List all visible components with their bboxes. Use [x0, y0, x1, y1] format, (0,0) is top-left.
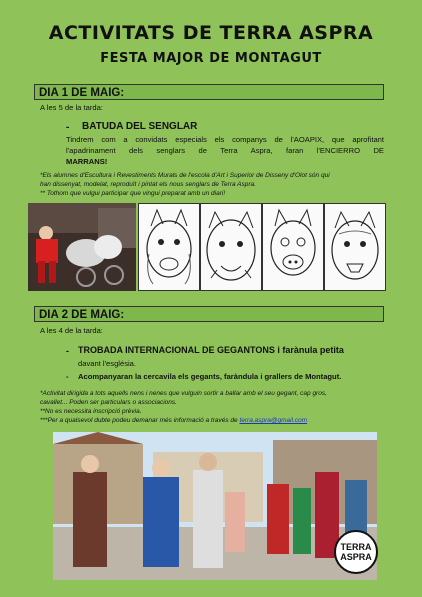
day2-bullet1: - [66, 346, 69, 356]
contact-email-link[interactable]: terra.aspra@gmail.com [239, 417, 308, 424]
day1-bullet: - [66, 122, 70, 133]
day2-time: A les 4 de la tarda: [40, 326, 103, 335]
boar-sketch-3 [262, 203, 324, 291]
day2-item1-line2: davant l'església. [78, 359, 137, 368]
day1-description-line2: l'apadrinament dels senglars de Terra Aspra, faran l'ENCIERRO DE [66, 146, 384, 155]
day1-note2: ** Tothom que vulgui participar que vingui preparat amb un diari! [40, 190, 226, 197]
page-subtitle: FESTA MAJOR DE MONTAGUT [100, 51, 322, 66]
boar-run-photo [28, 203, 136, 291]
page-title: ACTIVITATS DE TERRA ASPRA [48, 22, 374, 44]
day2-note3 [40, 416, 307, 425]
giants-parade-photo [53, 432, 377, 580]
boar-sketch-2 [200, 203, 262, 291]
day2-item1-line1: TROBADA INTERNACIONAL DE GEGANTONS i farànula petita [78, 345, 344, 355]
day2-item2: Acompanyaran la cercavila els gegants, faràndula i grallers de Montagut. [78, 372, 342, 381]
day1-activity-title: BATUDA DEL SENGLAR [82, 121, 198, 132]
boar-sketch-1 [138, 203, 200, 291]
day1-description-line1: Tindrem com a convidats especials els companys de l'AOAPIX, que aprofitant [66, 135, 384, 144]
boar-sketch-4 [324, 203, 386, 291]
day2-note3-prefix: ***Per a qualsevol dubte podeu demanar més informació a través de [40, 417, 240, 424]
day1-note1-line2: han dissenyat, modelat, reproduït i pintat els nous senglars de Terra Aspra. [40, 181, 256, 188]
day2-note1-line2: cavallet... Poden ser particulars o associacions. [40, 399, 177, 406]
terra-aspra-logo [334, 530, 378, 574]
day2-note2: **No es necessita inscripció prèvia. [40, 408, 142, 415]
day1-note1-line1: *Els alumnes d'Escultura i Revestiments Murals de l'escola d'Art i Superior de Disseny d'Olot són qui [40, 172, 330, 179]
logo-line2: ASPRA [340, 552, 372, 562]
logo-line1: TERRA [340, 542, 372, 552]
day2-note1-line1: *Activitat dirigida a tots aquells nens i nenes que vulguin sortir a ballar amb el seu gegant, cap gros, [40, 390, 327, 397]
day2-heading: DIA 2 DE MAIG: [34, 306, 384, 322]
day2-bullet2: - [66, 372, 69, 381]
day1-heading: DIA 1 DE MAIG: [34, 84, 384, 100]
day1-description-line3: MARRANS! [66, 157, 108, 166]
day1-time: A les 5 de la tarda: [40, 103, 103, 112]
